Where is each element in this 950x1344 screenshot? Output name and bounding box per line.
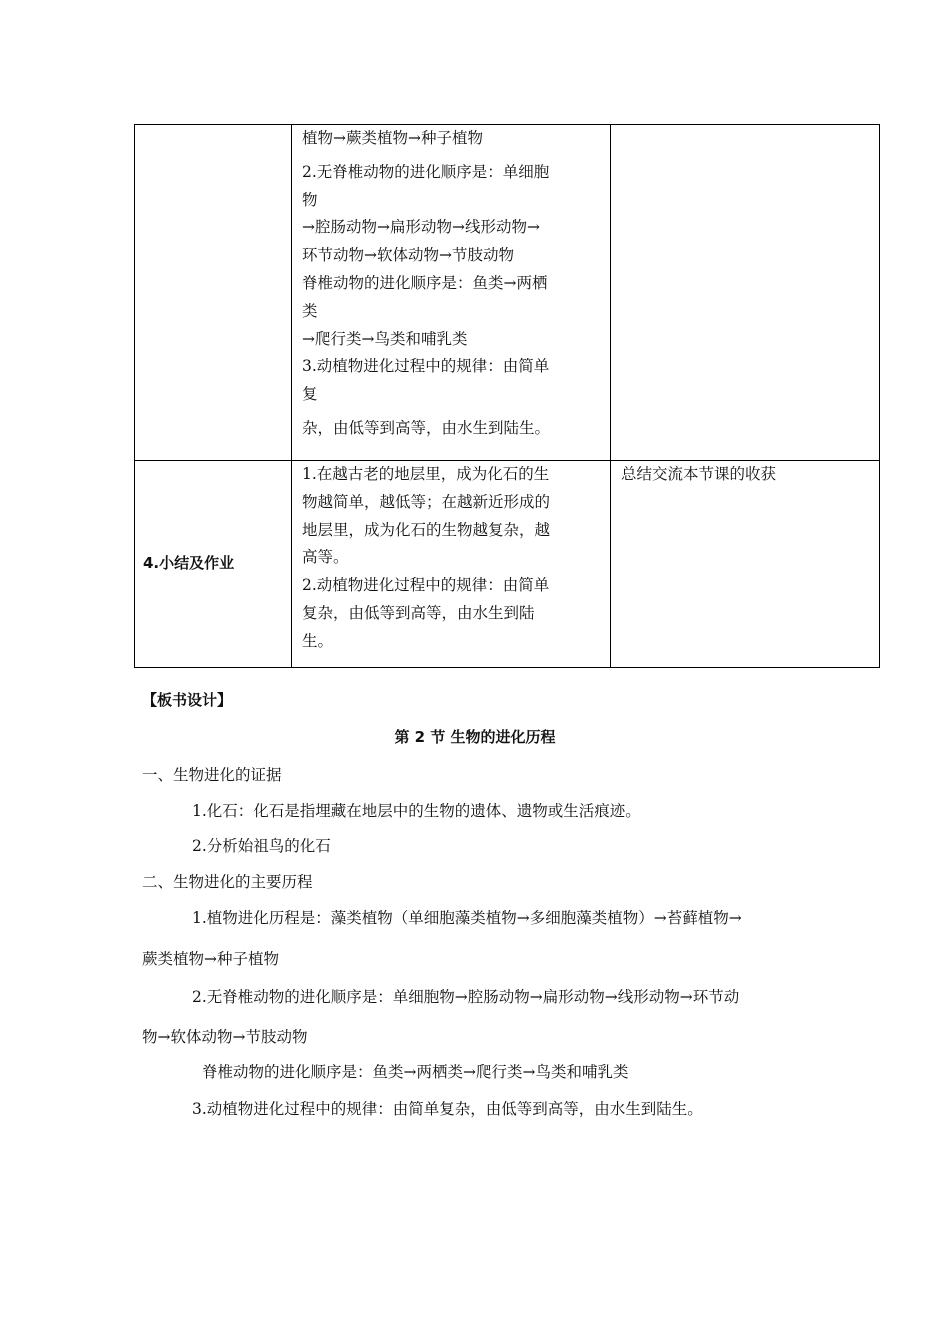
stage-cell: 4.小结及作业 <box>135 461 292 668</box>
lesson-plan-table <box>134 124 880 668</box>
teaching-content-cell <box>292 461 611 668</box>
board-line: 脊椎动物的进化顺序是：鱼类→两栖类→爬行类→鸟类和哺乳类 <box>202 1063 629 1081</box>
content-line: 环节动物→软体动物→节肢动物 <box>302 246 514 265</box>
board-section-heading: 一、生物进化的证据 <box>142 766 282 784</box>
content-line: 生。 <box>302 631 334 650</box>
teaching-content-cell <box>292 125 611 461</box>
content-line: 2.无脊椎动物的进化顺序是：单细胞 <box>302 162 550 181</box>
content-line: 植物→蕨类植物→种子植物 <box>302 129 483 147</box>
activity-text: 总结交流本节课的收获 <box>621 465 777 483</box>
student-activity-cell <box>611 125 880 461</box>
content-line: 1.在越古老的地层里，成为化石的生 <box>302 465 550 483</box>
board-line: 3.动植物进化过程中的规律：由简单复杂，由低等到高等，由水生到陆生。 <box>192 1100 703 1118</box>
board-design-heading: 【板书设计】 <box>142 691 233 709</box>
content-line: 杂，由低等到高等，由水生到陆生。 <box>302 418 551 437</box>
board-line: 1.化石：化石是指埋藏在地层中的生物的遗体、遗物或生活痕迹。 <box>192 802 641 820</box>
content-line: →爬行类→鸟类和哺乳类 <box>302 329 468 348</box>
content-line: 脊椎动物的进化顺序是：鱼类→两栖 <box>302 273 548 292</box>
board-section-heading: 二、生物进化的主要历程 <box>142 873 313 891</box>
board-line: 蕨类植物→种子植物 <box>142 950 279 968</box>
content-line: 复杂，由低等到高等，由水生到陆 <box>302 603 535 622</box>
student-activity-cell <box>611 461 880 668</box>
table-row <box>135 461 880 668</box>
board-line: 1.植物进化历程是：藻类植物（单细胞藻类植物→多细胞藻类植物）→苔藓植物→ <box>192 909 742 927</box>
content-line: 地层里，成为化石的生物越复杂，越 <box>302 520 551 539</box>
content-line: 物 <box>302 190 318 209</box>
board-line: 2.无脊椎动物的进化顺序是：单细胞物→腔肠动物→扁形动物→线形动物→环节动 <box>192 988 740 1006</box>
table-row <box>135 125 880 461</box>
content-line: 复 <box>302 385 318 404</box>
content-line: 3.动植物进化过程中的规律：由简单 <box>302 357 550 376</box>
content-line: 高等。 <box>302 548 349 567</box>
board-line: 2.分析始祖鸟的化石 <box>192 837 331 855</box>
board-title: 第 2 节 生物的进化历程 <box>394 728 556 746</box>
content-line: 物越简单，越低等；在越新近形成的 <box>302 492 551 511</box>
board-line: 物→软体动物→节肢动物 <box>142 1028 308 1046</box>
content-line: 2.动植物进化过程中的规律：由简单 <box>302 576 550 595</box>
stage-cell <box>135 125 292 461</box>
content-line: →腔肠动物→扁形动物→线形动物→ <box>302 218 540 237</box>
content-line: 类 <box>302 301 318 320</box>
